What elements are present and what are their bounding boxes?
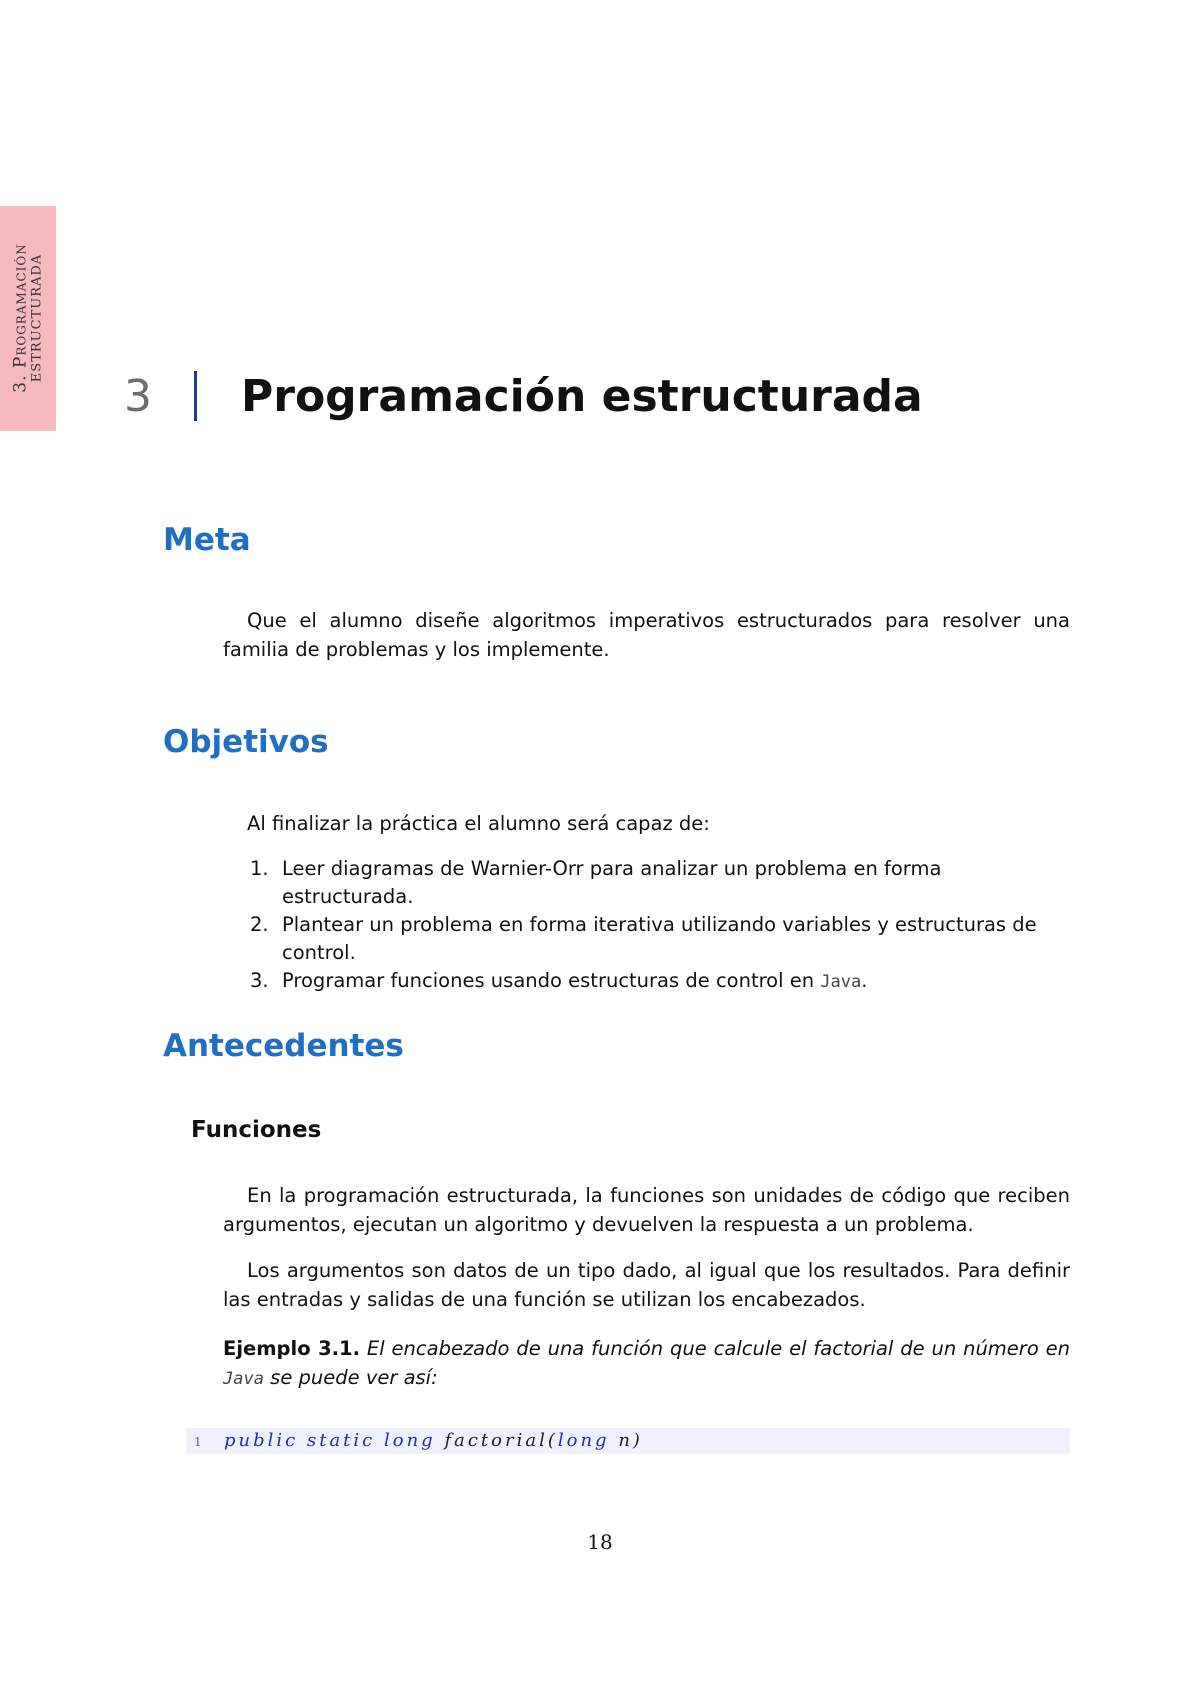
antecedentes-heading: Antecedentes [163,1028,404,1064]
code-keyword: long [383,1430,436,1451]
chapter-title: Programación estructurada [241,370,923,422]
code-keyword: public [224,1430,299,1451]
list-item-number: 3. [250,969,269,992]
code-keyword: static [306,1430,376,1451]
example-label: Ejemplo 3.1. [223,1337,361,1360]
code-identifier: factorial( [444,1430,558,1451]
list-item-text-end: . [861,969,868,992]
example-paragraph [223,1334,1070,1394]
code-identifier: n) [618,1430,643,1451]
java-inline-code: Java [820,972,862,992]
meta-heading: Meta [163,522,251,558]
objetivos-heading: Objetivos [163,724,329,760]
code-listing [186,1428,1070,1454]
chapter-thumb-tab [0,206,56,431]
funciones-para-1: En la programación estructurada, la funciones son unidades de código que reciben argumentos, ejecutan un algoritmo y devuelven la respuesta a un problema. [223,1184,1070,1236]
java-inline-code: Java [223,1369,264,1389]
chapter-divider [194,371,197,421]
example-text-end: se puede ver así: [270,1366,438,1389]
list-item [223,967,1070,996]
list-item-text: Programar funciones usando estructuras de control en [282,969,821,992]
thumb-tab-line2: ESTRUCTURADA [29,253,45,383]
list-item [223,855,1070,911]
thumb-tab-line1: 3. Programación [10,243,31,393]
code-line-number: 1 [194,1435,202,1449]
funciones-para-2: Los argumentos son datos de un tipo dado, al igual que los resultados. Para definir las entradas y salidas de una función se utilizan los encabezados. [223,1259,1070,1311]
list-item-text: Leer diagramas de Warnier-Orr para analizar un problema en forma estructurada. [282,857,942,908]
list-item-text: Plantear un problema en forma iterativa utilizando variables y estructuras de control. [282,913,1037,964]
chapter-number: 3 [124,370,152,422]
list-item-number: 2. [250,913,269,936]
list-item [223,911,1070,967]
code-keyword: long [557,1430,610,1451]
page-number: 18 [587,1530,613,1554]
code-line [224,1428,643,1454]
chapter-heading [124,366,923,426]
meta-text: Que el alumno diseñe algoritmos imperativos estructurados para resolver una familia de problemas y los implemente. [223,609,1070,661]
example-text: El encabezado de una función que calcule el factorial de un número en [366,1337,1070,1360]
objetivos-intro: Al finalizar la práctica el alumno será capaz de: [247,812,710,835]
list-item-number: 1. [250,857,269,880]
funciones-subheading: Funciones [191,1117,322,1143]
objetivos-list [223,855,1070,996]
